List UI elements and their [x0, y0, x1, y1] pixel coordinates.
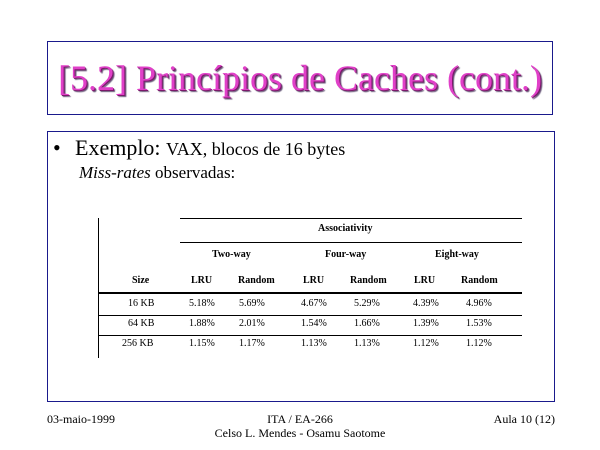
table-cell: 1.66%	[354, 318, 380, 329]
col-header-lru-4: LRU	[303, 275, 325, 286]
table-assoc-rule	[180, 242, 522, 243]
footer-date: 03-maio-1999	[47, 412, 115, 426]
bullet-main: Exemplo:	[75, 135, 161, 160]
col-header-random-4: Random	[350, 275, 387, 286]
table-cell: 1.15%	[189, 338, 215, 349]
table-cell: 1.12%	[466, 338, 492, 349]
col-header-lru-2: LRU	[191, 275, 213, 286]
group-header-eight-way: Eight-way	[435, 249, 479, 260]
col-header-lru-8: LRU	[414, 275, 436, 286]
slide-title: [5.2] Princípios de Caches (cont.)	[58, 58, 542, 98]
table-cell: 1.17%	[239, 338, 265, 349]
bullet-line	[53, 135, 345, 161]
bullet-detail: VAX, blocos de 16 bytes	[166, 139, 346, 159]
table-cell: 1.54%	[301, 318, 327, 329]
bullet-icon: •	[53, 135, 61, 160]
sub-italic: Miss-rates	[79, 163, 151, 182]
table-cell: 5.29%	[354, 298, 380, 309]
table-cell: 1.12%	[413, 338, 439, 349]
table-header-rule	[98, 292, 522, 294]
table-cell: 1.88%	[189, 318, 215, 329]
table-row-rule	[98, 315, 522, 316]
sub-rest: observadas:	[150, 163, 236, 182]
footer-authors: Celso L. Mendes - Osamu Saotome	[214, 426, 386, 440]
table-cell: 4.67%	[301, 298, 327, 309]
row-size: 16 KB	[128, 298, 155, 309]
table-cell: 1.53%	[466, 318, 492, 329]
footer-course: ITA / EA-266	[267, 412, 333, 426]
table-cell: 5.69%	[239, 298, 265, 309]
col-header-random-2: Random	[238, 275, 275, 286]
table-cell: 1.13%	[354, 338, 380, 349]
group-header-four-way: Four-way	[325, 249, 367, 260]
row-size: 64 KB	[128, 318, 155, 329]
content-box	[47, 131, 555, 402]
table-cell: 5.18%	[189, 298, 215, 309]
row-size: 256 KB	[122, 338, 154, 349]
table-row-rule	[98, 335, 522, 336]
table-cell: 2.01%	[239, 318, 265, 329]
table-cell: 1.13%	[301, 338, 327, 349]
size-header: Size	[132, 275, 150, 286]
table-cell: 4.96%	[466, 298, 492, 309]
col-header-random-8: Random	[461, 275, 498, 286]
footer-lecture: Aula 10 (12)	[493, 412, 555, 426]
group-header-two-way: Two-way	[212, 249, 251, 260]
title-box	[47, 41, 553, 115]
associativity-header: Associativity	[318, 223, 373, 234]
table-cell: 4.39%	[413, 298, 439, 309]
table-cell: 1.39%	[413, 318, 439, 329]
table-top-rule	[180, 218, 522, 219]
sub-line	[79, 163, 235, 183]
table-left-edge	[98, 218, 99, 358]
